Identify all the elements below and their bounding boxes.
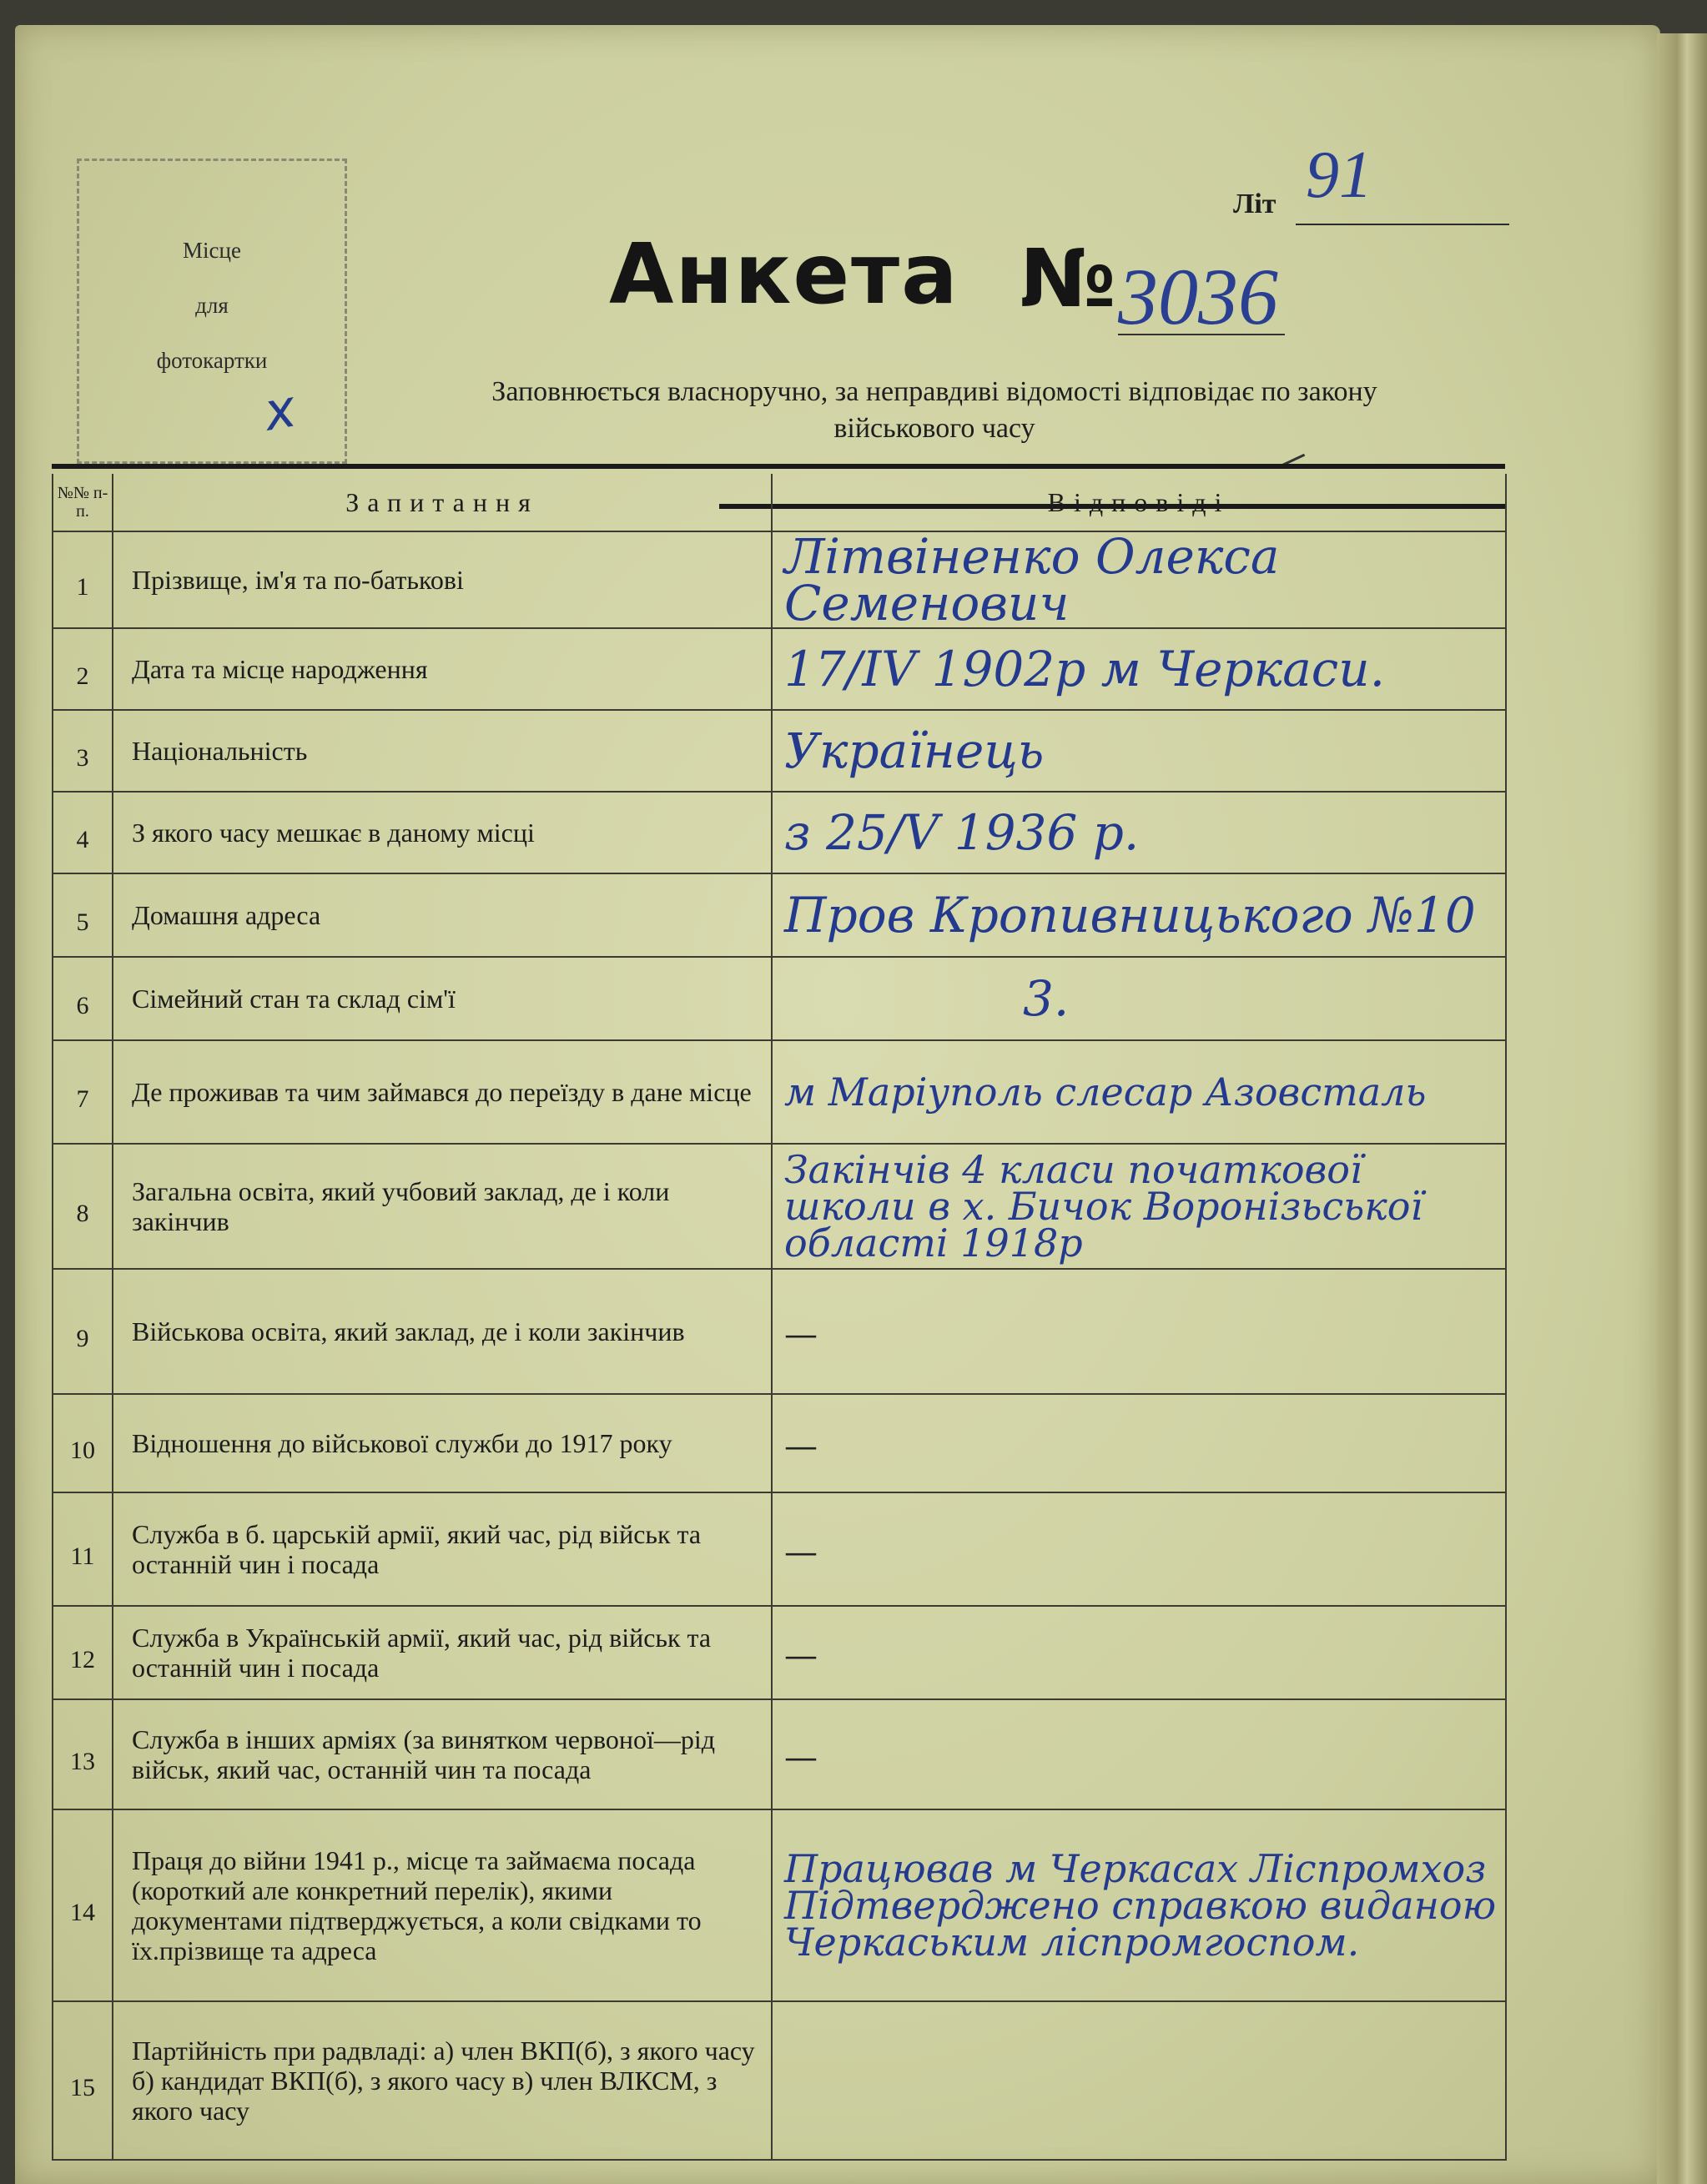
form-subtitle [367,374,1502,447]
row-answer: Пров Кропивницького №10 [772,873,1506,957]
table-row [53,873,1506,957]
row-answer [772,1269,1506,1394]
row-answer: Літвіненко Олекса Семенович [772,531,1506,628]
row-question: Прізвище, ім'я та по-батькові [113,531,772,628]
lit-value: 91 [1306,138,1372,212]
row-question: З якого часу мешкає в даному місці [113,792,772,873]
row-question: Домашня адреса [113,873,772,957]
form-number: 3036 [1118,252,1278,341]
lit-line [1296,224,1509,225]
row-answer: 3. [772,957,1506,1040]
photo-placeholder [77,159,347,464]
row-number: 14 [53,1809,113,2001]
row-number: 3 [53,710,113,792]
row-question: Де проживав та чим займався до переїзду в дане місце [113,1040,772,1144]
row-answer: Українець [772,710,1506,792]
row-number: 12 [53,1606,113,1699]
table-row [53,1492,1506,1606]
table-row [53,1606,1506,1699]
row-answer: м Маріуполь слесар Азовсталь [772,1040,1506,1144]
row-answer: з 25/V 1936 р. [772,792,1506,873]
table-row [53,1269,1506,1394]
row-number: 9 [53,1269,113,1394]
row-number: 7 [53,1040,113,1144]
row-number: 8 [53,1144,113,1269]
row-answer [772,1394,1506,1492]
table-row [53,1809,1506,2001]
table-row [53,1699,1506,1809]
row-question: Служба в б. царській армії, який час, рід військ та останній чин і посада [113,1492,772,1606]
row-answer [772,1606,1506,1699]
form-title: Анкета [609,225,959,323]
col-header-question: Запитання [113,474,772,531]
subtitle-line-1: Заповнюється власноручно, за неправдиві відомості відповідає по закону [491,376,1377,407]
subtitle-line-2: військового часу [833,413,1035,444]
row-question: Служба в інших арміях (за винятком червоної—рід військ, який час, останній чин та посада [113,1699,772,1809]
photo-label-2: для [195,293,229,318]
row-question: Національність [113,710,772,792]
table-row [53,1040,1506,1144]
row-answer [772,1699,1506,1809]
table-row [53,1144,1506,1269]
table-row [53,957,1506,1040]
lit-label: Літ [1233,189,1276,219]
table-row [53,710,1506,792]
top-rule [52,464,1505,469]
row-question: Праця до війни 1941 р., місце та займаєма посада (короткий але конкретний перелік), якими документами підтверджується, а коли свідками то їх.прізвище та адреса [113,1809,772,2001]
questionnaire-table [52,474,1507,2161]
row-answer [772,1492,1506,1606]
row-number: 5 [53,873,113,957]
row-number: 15 [53,2001,113,2160]
photo-label-1: Місце [183,238,241,263]
row-answer: Працював м Черкасах Ліспромхоз Підтверджено справкою виданою Черкаським ліспромгоспом. [772,1809,1506,2001]
row-question: Військова освіта, який заклад, де і коли закінчив [113,1269,772,1394]
row-number: 2 [53,628,113,710]
row-number: 13 [53,1699,113,1809]
answer-dash: — [784,1532,818,1572]
row-answer [772,2001,1506,2160]
row-question: Служба в Українській армії, який час, рід військ та останній чин і посада [113,1606,772,1699]
row-number: 4 [53,792,113,873]
table-row [53,628,1506,710]
row-number: 1 [53,531,113,628]
table-row [53,792,1506,873]
row-question: Відношення до військової служби до 1917 року [113,1394,772,1492]
row-question: Сімейний стан та склад сім'ї [113,957,772,1040]
row-number: 11 [53,1492,113,1606]
number-underline [1118,334,1285,335]
table-row [53,1394,1506,1492]
table-row [53,2001,1506,2160]
number-label: № [1020,232,1116,325]
col-header-no: №№ п-п. [53,474,113,531]
answer-dash: — [784,1427,818,1466]
page-stack-edge [1657,33,1707,2184]
row-answer: 17/IV 1902р м Черкаси. [772,628,1506,710]
answer-dash: — [784,1315,818,1354]
row-number: 6 [53,957,113,1040]
photo-label-3: фотокартки [156,348,268,373]
answer-dash: — [784,1738,818,1777]
row-answer: Закінчів 4 класи початкової школи в х. Бичок Воронізьської області 1918р [772,1144,1506,1269]
row-question: Партійність при радвладі: а) член ВКП(б), з якого часу б) кандидат ВКП(б), з якого часу в) член ВЛКСМ, з якого часу [113,2001,772,2160]
row-question: Дата та місце народження [113,628,772,710]
table-row [53,531,1506,628]
col-header-answer: Відповіді [772,474,1506,531]
row-number: 10 [53,1394,113,1492]
answer-dash: — [784,1636,818,1675]
row-question: Загальна освіта, який учбовий заклад, де і коли закінчив [113,1144,772,1269]
photo-mark: х [259,377,300,443]
